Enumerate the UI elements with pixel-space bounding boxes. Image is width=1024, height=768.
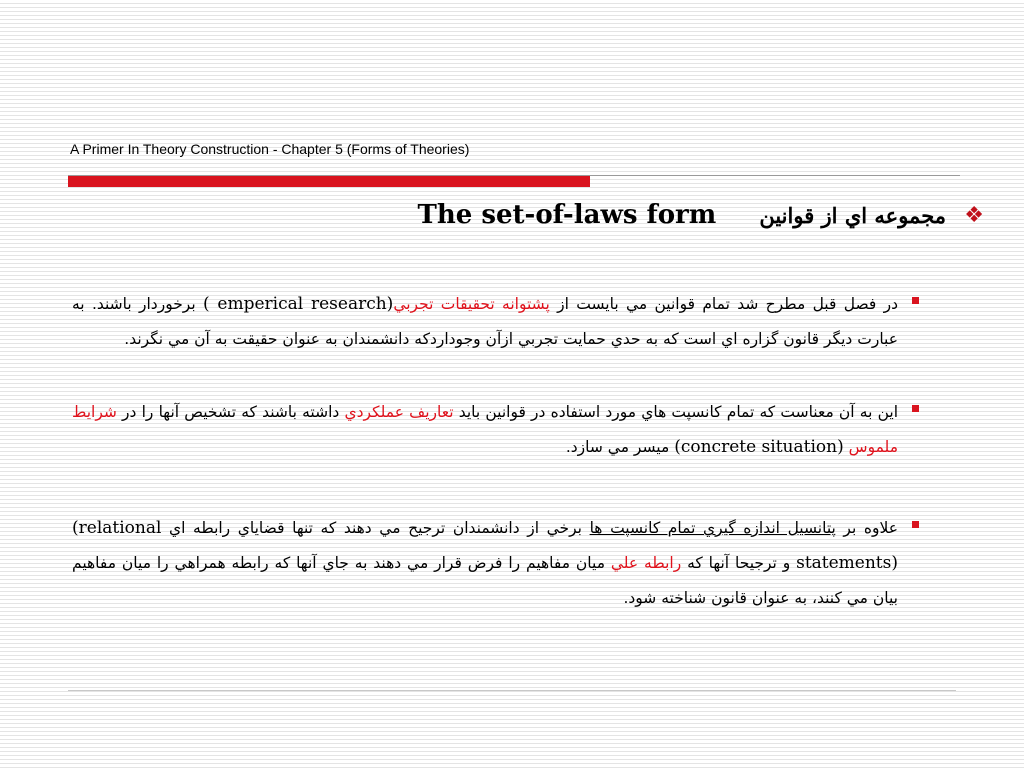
square-bullet-icon <box>912 521 919 528</box>
highlight-red: شرايط ملموس <box>72 403 898 456</box>
slide-heading <box>66 200 984 230</box>
square-bullet-icon <box>912 297 919 304</box>
latin-term: (concrete situation) <box>674 437 844 457</box>
square-bullet-icon <box>912 405 919 412</box>
diamond-bullet-icon: ❖ <box>964 203 984 228</box>
footer-divider <box>68 690 956 691</box>
heading-persian: مجموعه اي از قوانين <box>759 203 946 228</box>
highlight-red: پشتوانه تحقيقات تجربي <box>393 295 550 313</box>
highlight-red: رابطه علي <box>610 554 682 572</box>
bullet-paragraph-3: علاوه بر پتانسيل اندازه گيري تمام كانسپت ها برخي از دانشمندان ترجيح مي دهند كه تنها قضاياي رابطه اي (relational statements) و ترجيحا آنها كه رابطه علي ميان مفاهيم را فرض قرار مي دهند به جاي آنها كه رابطه همراهي را ميان مفاهيم بيان مي كنند، به عنوان قانون شناخته شود. <box>72 518 898 607</box>
highlight-red: تعاريف عملكردي <box>344 403 454 421</box>
underlined-text: پتانسيل اندازه گيري تمام كانسپت ها <box>589 519 836 537</box>
header-accent-bar <box>68 176 590 187</box>
slide-header-title: A Primer In Theory Construction - Chapter 5 (Forms of Theories) <box>70 141 470 157</box>
latin-term: ( emperical research) <box>202 294 394 314</box>
bullet-paragraph-1: در فصل قبل مطرح شد تمام قوانين مي بايست از پشتوانه تحقيقات تجربي( emperical research) برخوردار باشند. به عبارت ديگر قانون گزاره اي است كه به حدي حمايت تجربي ازآن وجوداردكه دانشمندان به عنوان حقيقت به آن مي نگرند. <box>72 294 899 348</box>
heading-english: The set-of-laws form <box>417 200 717 230</box>
bullet-paragraph-2: اين به آن معناست كه تمام كانسپت هاي مورد استفاده در قوانين بايد تعاريف عملكردي داشته باشند كه تشخيص آنها را در شرايط ملموس (concrete situation) ميسر مي سازد. <box>72 403 899 457</box>
latin-term: (relational statements) <box>72 518 898 573</box>
